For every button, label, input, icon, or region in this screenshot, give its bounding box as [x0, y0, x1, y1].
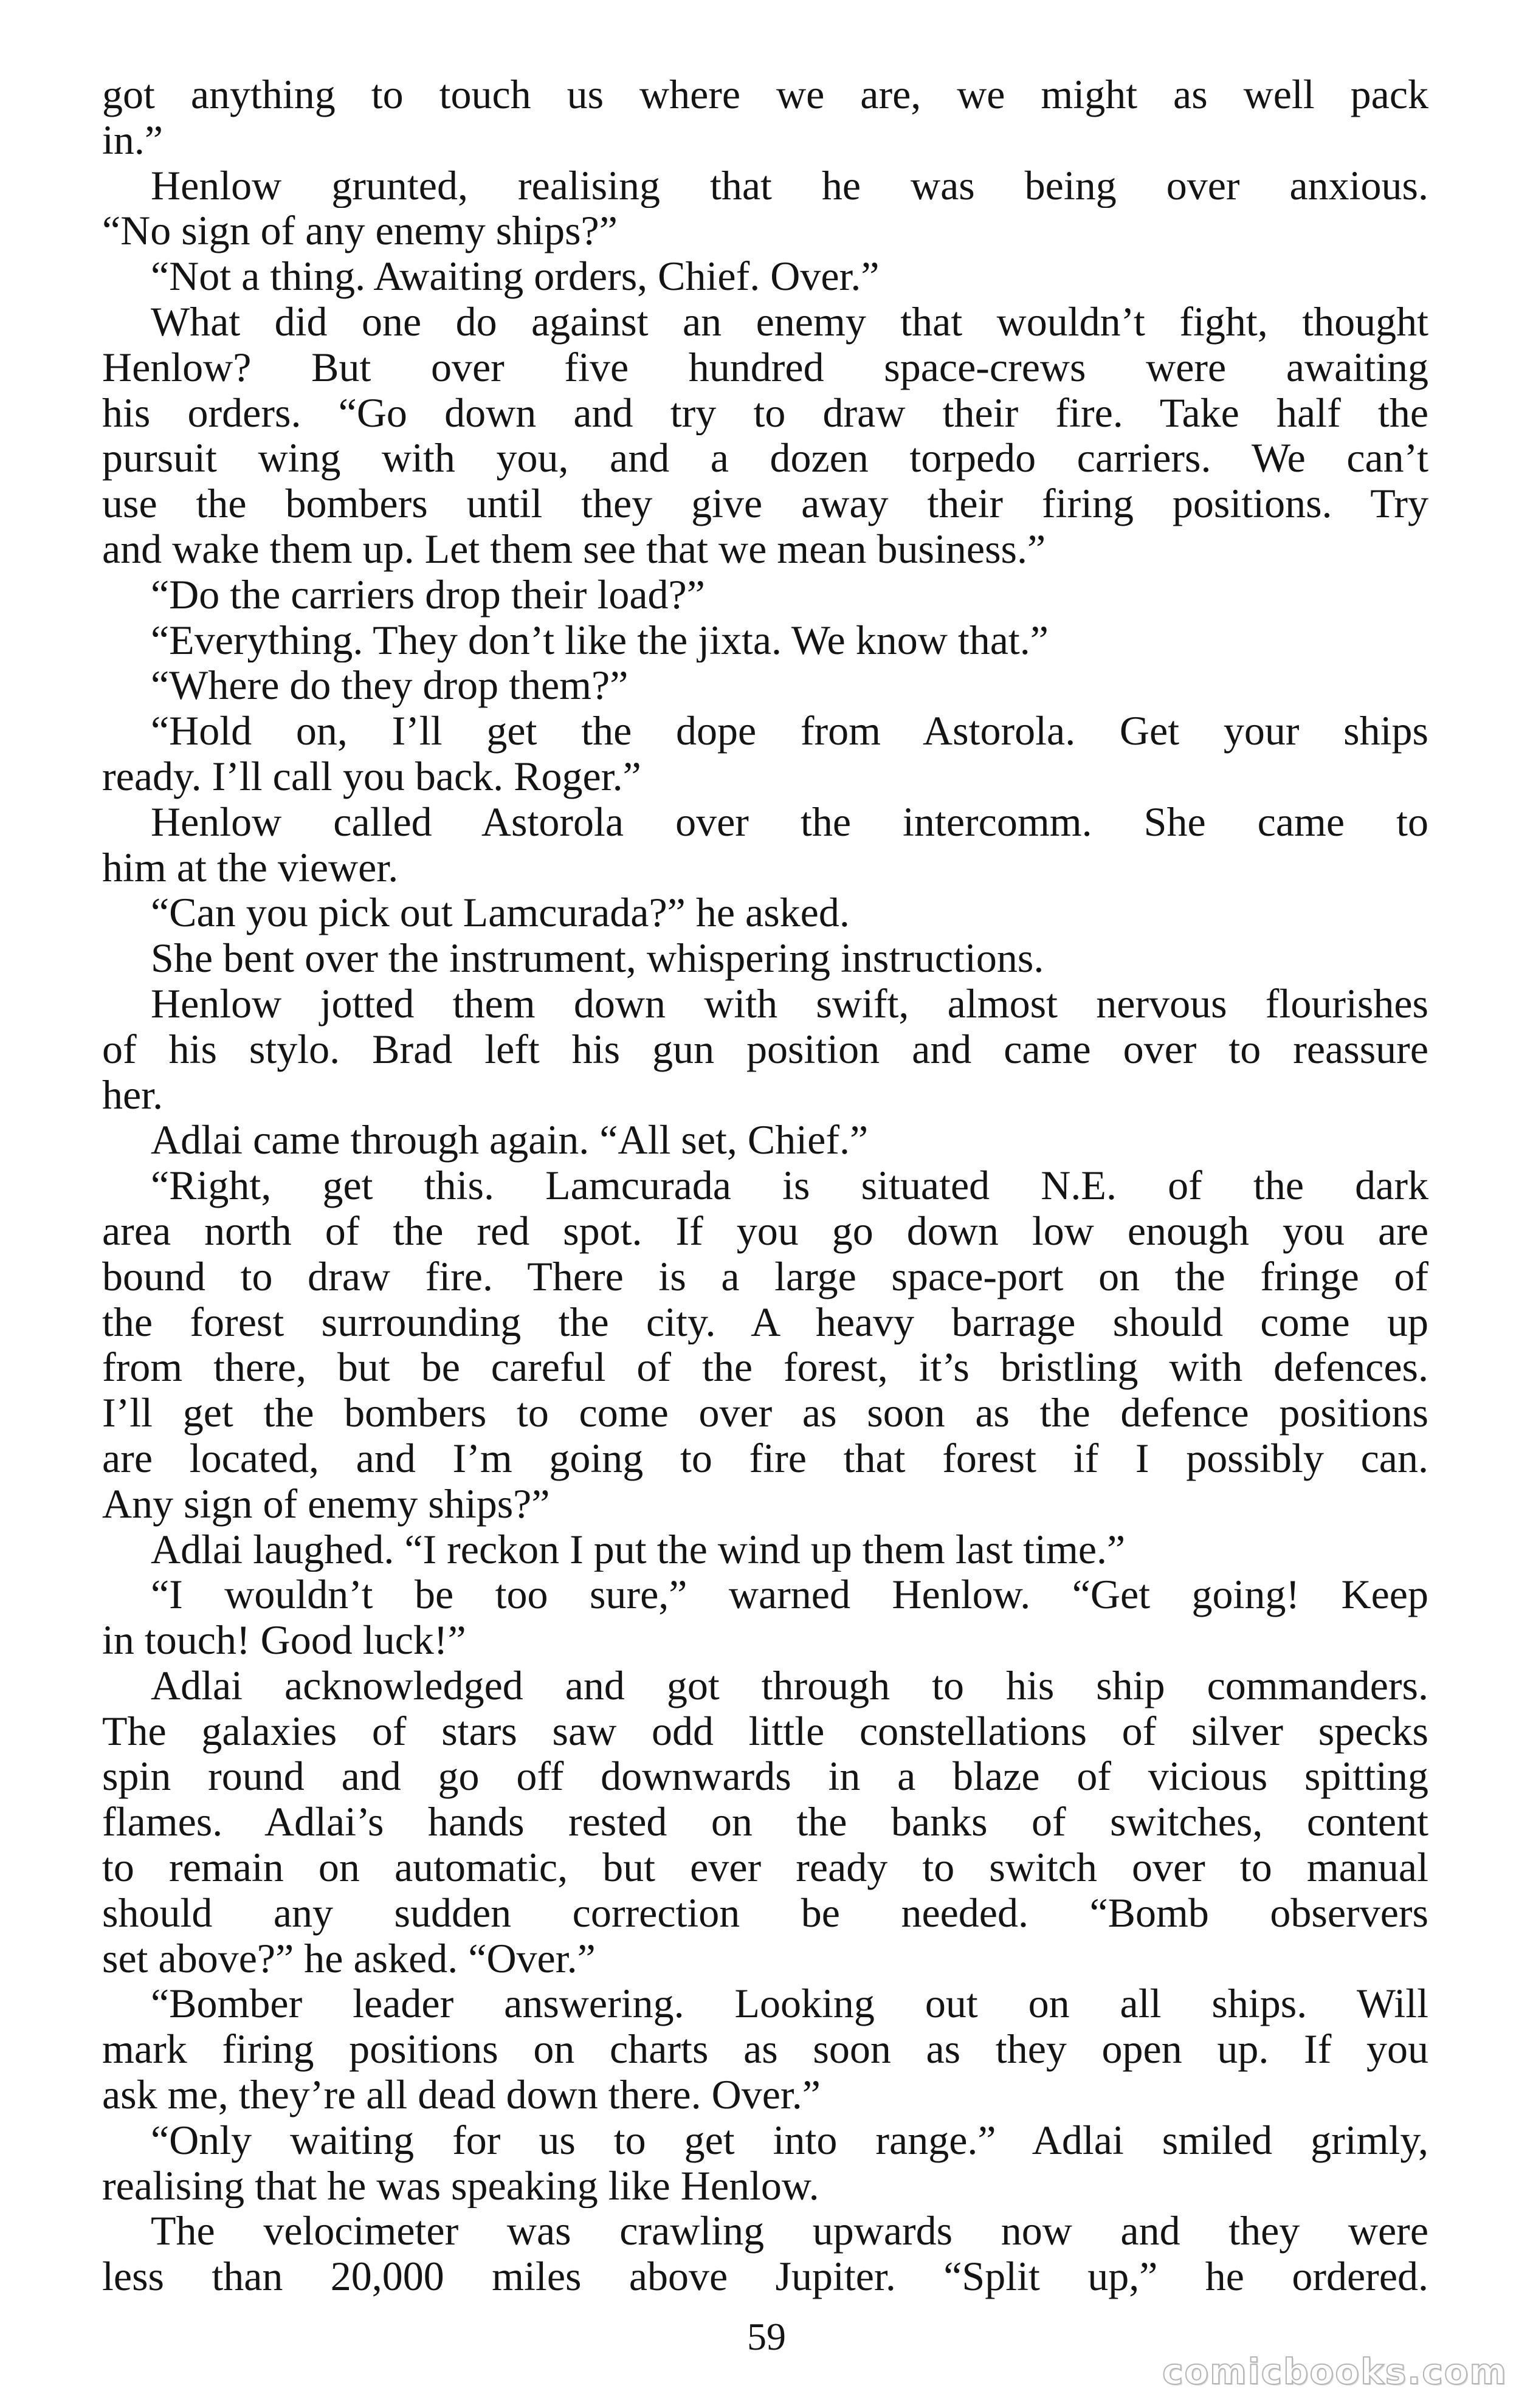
text-line: I’ll get the bombers to come over as soon as the defence positions: [102, 1390, 1428, 1436]
text-line: The velocimeter was crawling upwards now and they were: [151, 2208, 1428, 2254]
text-line: got anything to touch us where we are, we might as well pack: [102, 72, 1428, 117]
text-line: of his stylo. Brad left his gun position and came over to reassure: [102, 1026, 1428, 1072]
watermark: comicbooks.com: [1162, 2351, 1507, 2392]
text-line: her.: [102, 1072, 164, 1118]
text-line: “Can you pick out Lamcurada?” he asked.: [151, 890, 850, 936]
text-line: mark firing positions on charts as soon as they open up. If you: [102, 2026, 1428, 2073]
text-line: “Everything. They don’t like the jixta. We know that.”: [151, 617, 1049, 663]
text-line: “Do the carriers drop their load?”: [151, 571, 705, 617]
text-line: bound to draw fire. There is a large space-port on the fringe of: [102, 1253, 1428, 1299]
text-line: Henlow called Astorola over the intercomm. She came to: [151, 799, 1428, 845]
text-line: his orders. “Go down and try to draw their fire. Take half the: [102, 390, 1428, 436]
text-line: Adlai came through again. “All set, Chief.”: [151, 1117, 869, 1163]
text-line: in touch! Good luck!”: [102, 1617, 466, 1663]
text-line: him at the viewer.: [102, 844, 399, 890]
text-line: “No sign of any enemy ships?”: [102, 208, 618, 254]
text-line: Henlow grunted, realising that he was being over anxious.: [151, 162, 1428, 208]
text-line: to remain on automatic, but ever ready to switch over to manual: [102, 1845, 1428, 1890]
page-number: 59: [747, 2315, 786, 2358]
text-line: “Hold on, I’ll get the dope from Astorola. Get your ships: [151, 708, 1428, 754]
text-line: in.”: [102, 117, 164, 163]
text-line: are located, and I’m going to fire that forest if I possibly can.: [102, 1435, 1428, 1481]
text-line: realising that he was speaking like Henlow.: [102, 2162, 819, 2209]
text-line: use the bombers until they give away their firing positions. Try: [102, 481, 1428, 526]
text-line: “Bomber leader answering. Looking out on all ships. Will: [151, 1981, 1428, 2027]
text-line: ready. I’ll call you back. Roger.”: [102, 753, 641, 799]
text-line: ask me, they’re all dead down there. Over.”: [102, 2072, 821, 2117]
text-line: “I wouldn’t be too sure,” warned Henlow. “Get going! Keep: [151, 1572, 1428, 1618]
text-line: Henlow jotted them down with swift, almost nervous flourishes: [151, 980, 1428, 1027]
text-line: set above?” he asked. “Over.”: [102, 1935, 596, 1981]
text-line: Adlai laughed. “I reckon I put the wind up them last time.”: [151, 1526, 1126, 1572]
text-line: “Only waiting for us to get into range.” Adlai smiled grimly,: [151, 2117, 1428, 2163]
text-line: “Where do they drop them?”: [151, 662, 629, 709]
text-line: What did one do against an enemy that wouldn’t fight, thought: [151, 298, 1428, 345]
text-line: from there, but be careful of the forest, it’s bristling with defences.: [102, 1344, 1428, 1391]
text-line: Adlai acknowledged and got through to his ship commanders.: [151, 1662, 1428, 1708]
text-line: flames. Adlai’s hands rested on the banks of switches, content: [102, 1799, 1428, 1845]
text-line: less than 20,000 miles above Jupiter. “Split up,” he ordered.: [102, 2254, 1428, 2300]
text-line: Any sign of enemy ships?”: [102, 1481, 550, 1527]
text-line: and wake them up. Let them see that we mean business.”: [102, 526, 1046, 572]
body-text: [102, 72, 1428, 2299]
text-line: The galaxies of stars saw odd little constellations of silver specks: [102, 1708, 1428, 1754]
text-line: “Right, get this. Lamcurada is situated N.E. of the dark: [151, 1163, 1428, 1208]
text-line: Henlow? But over five hundred space-crews were awaiting: [102, 344, 1428, 390]
text-line: spin round and go off downwards in a blaze of vicious spitting: [102, 1753, 1428, 1800]
text-line: the forest surrounding the city. A heavy barrage should come up: [102, 1299, 1428, 1345]
text-line: “Not a thing. Awaiting orders, Chief. Over.”: [151, 253, 880, 299]
text-line: should any sudden correction be needed. “Bomb observers: [102, 1890, 1428, 1936]
text-line: She bent over the instrument, whispering instructions.: [151, 935, 1044, 981]
text-line: area north of the red spot. If you go down low enough you are: [102, 1208, 1428, 1254]
text-line: pursuit wing with you, and a dozen torpedo carriers. We can’t: [102, 435, 1428, 481]
